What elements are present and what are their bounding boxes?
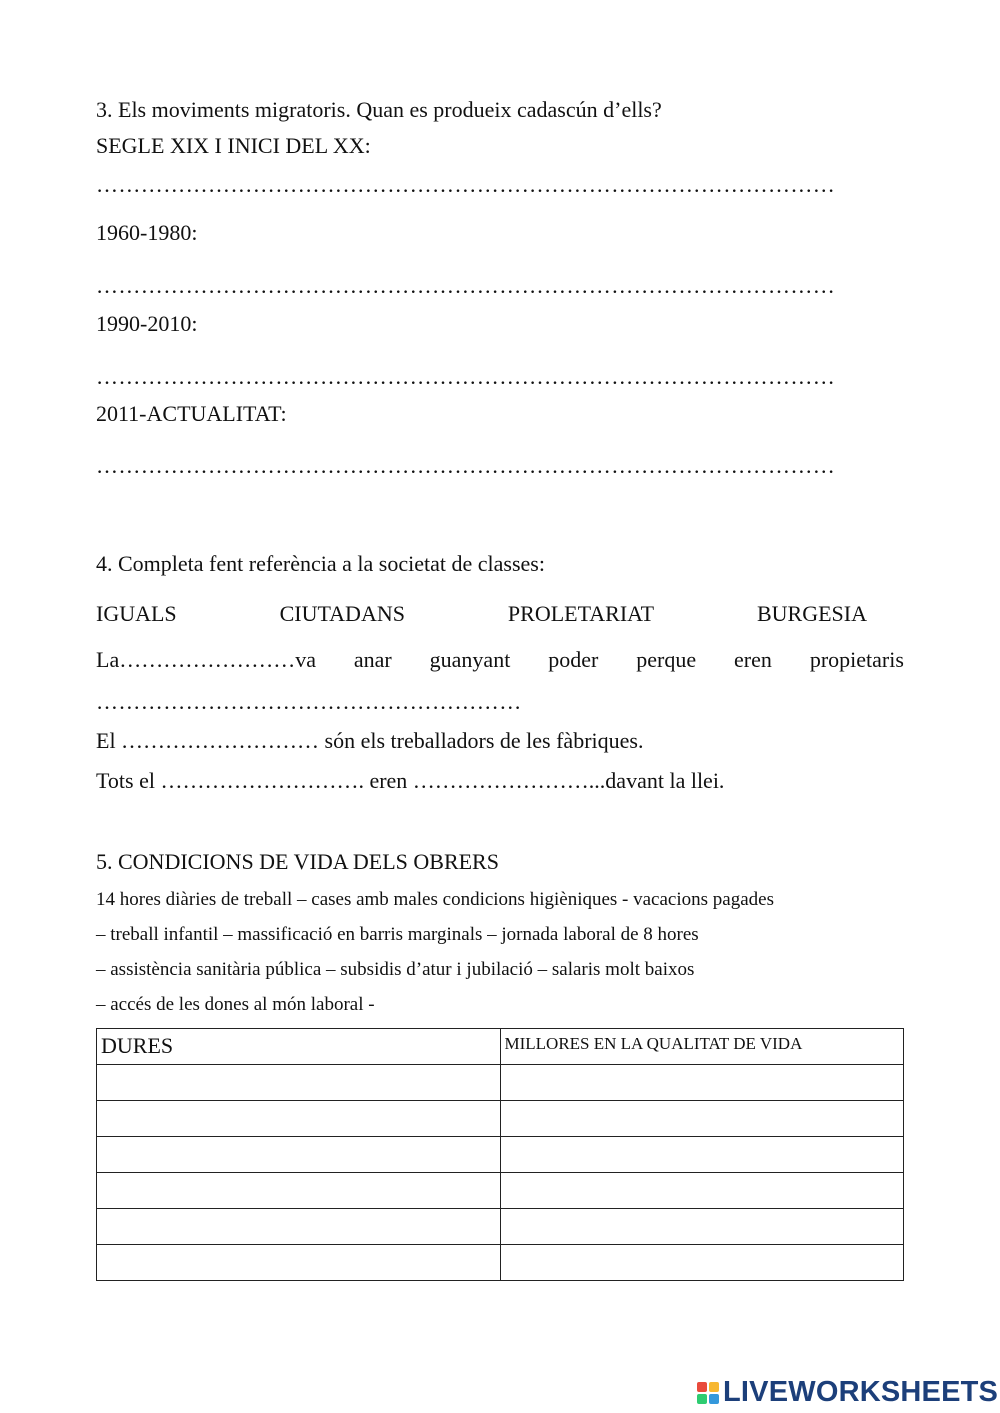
line1-word: anar bbox=[353, 647, 392, 672]
logo-text: LIVEWORKSHEETS bbox=[723, 1376, 999, 1408]
table-row bbox=[97, 1173, 904, 1209]
table-row bbox=[97, 1065, 904, 1101]
section-4-title: 4. Completa fent referència a la societat de classes: bbox=[96, 551, 545, 576]
table-cell[interactable] bbox=[97, 1065, 501, 1101]
word-bank-item: BURGESIA bbox=[756, 601, 867, 626]
period-label-2: 1960-1980: bbox=[96, 220, 198, 245]
answer-line-1[interactable]: ……………………………………………………………………………………… bbox=[96, 172, 836, 197]
word-bank-item: CIUTADANS bbox=[279, 601, 405, 626]
line1-word: propietaris bbox=[809, 647, 904, 672]
line1-word: guanyant bbox=[429, 647, 511, 672]
table-cell[interactable] bbox=[97, 1245, 501, 1281]
completion-line-3[interactable]: Tots el ………………………. eren ……………………...davant la llei. bbox=[96, 768, 725, 793]
table-row bbox=[97, 1101, 904, 1137]
line1-word: poder bbox=[548, 647, 599, 672]
table-cell[interactable] bbox=[500, 1137, 904, 1173]
table-cell[interactable] bbox=[500, 1065, 904, 1101]
items-line-3: – assistència sanitària pública – subsidis d’atur i jubilació – salaris molt baixos bbox=[96, 959, 695, 980]
logo-block bbox=[709, 1382, 719, 1392]
answer-line-2[interactable]: ……………………………………………………………………………………… bbox=[96, 273, 836, 298]
word-bank-item: PROLETARIAT bbox=[507, 601, 655, 626]
logo-blocks-icon bbox=[697, 1382, 719, 1404]
table-cell[interactable] bbox=[97, 1137, 501, 1173]
table-row bbox=[97, 1209, 904, 1245]
table-header-row bbox=[97, 1029, 904, 1065]
logo-block bbox=[697, 1394, 707, 1404]
line1-word: perque bbox=[636, 647, 697, 672]
table-cell[interactable] bbox=[500, 1209, 904, 1245]
answer-line-4[interactable]: ……………………………………………………………………………………… bbox=[96, 453, 836, 478]
table-cell[interactable] bbox=[500, 1245, 904, 1281]
completion-line-1-continued[interactable]: ………………………………………………… bbox=[96, 689, 522, 714]
word-bank bbox=[96, 601, 867, 627]
table-cell[interactable] bbox=[500, 1173, 904, 1209]
col-header-millores: MILLORES EN LA QUALITAT DE VIDA bbox=[500, 1029, 904, 1065]
word-bank-item: IGUALS bbox=[96, 601, 177, 626]
line1-word: eren bbox=[734, 647, 772, 672]
section-5-title: 5. CONDICIONS DE VIDA DELS OBRERS bbox=[96, 849, 499, 874]
period-label-3: 1990-2010: bbox=[96, 311, 198, 336]
items-line-2: – treball infantil – massificació en barris marginals – jornada laboral de 8 hores bbox=[96, 924, 699, 945]
line1-word[interactable]: La……………………va bbox=[96, 647, 316, 672]
liveworksheets-logo bbox=[697, 1376, 998, 1409]
table-row bbox=[97, 1245, 904, 1281]
section-3-title: 3. Els moviments migratoris. Quan es produeix cadascún d’ells? bbox=[96, 97, 662, 122]
period-label-1: SEGLE XIX I INICI DEL XX: bbox=[96, 133, 371, 158]
items-line-4: – accés de les dones al món laboral - bbox=[96, 994, 375, 1015]
answer-line-3[interactable]: ……………………………………………………………………………………… bbox=[96, 364, 836, 389]
classification-table bbox=[96, 1028, 904, 1281]
table-cell[interactable] bbox=[500, 1101, 904, 1137]
table-cell[interactable] bbox=[97, 1101, 501, 1137]
items-line-1: 14 hores diàries de treball – cases amb males condicions higièniques - vacacions pagades bbox=[96, 889, 774, 910]
logo-block bbox=[697, 1382, 707, 1392]
logo-block bbox=[709, 1394, 719, 1404]
completion-line-2[interactable]: El ……………………… són els treballadors de les fàbriques. bbox=[96, 728, 644, 753]
completion-line-1 bbox=[96, 647, 904, 673]
col-header-dures: DURES bbox=[97, 1029, 501, 1065]
table-row bbox=[97, 1137, 904, 1173]
period-label-4: 2011-ACTUALITAT: bbox=[96, 401, 287, 426]
table-cell[interactable] bbox=[97, 1209, 501, 1245]
table-cell[interactable] bbox=[97, 1173, 501, 1209]
